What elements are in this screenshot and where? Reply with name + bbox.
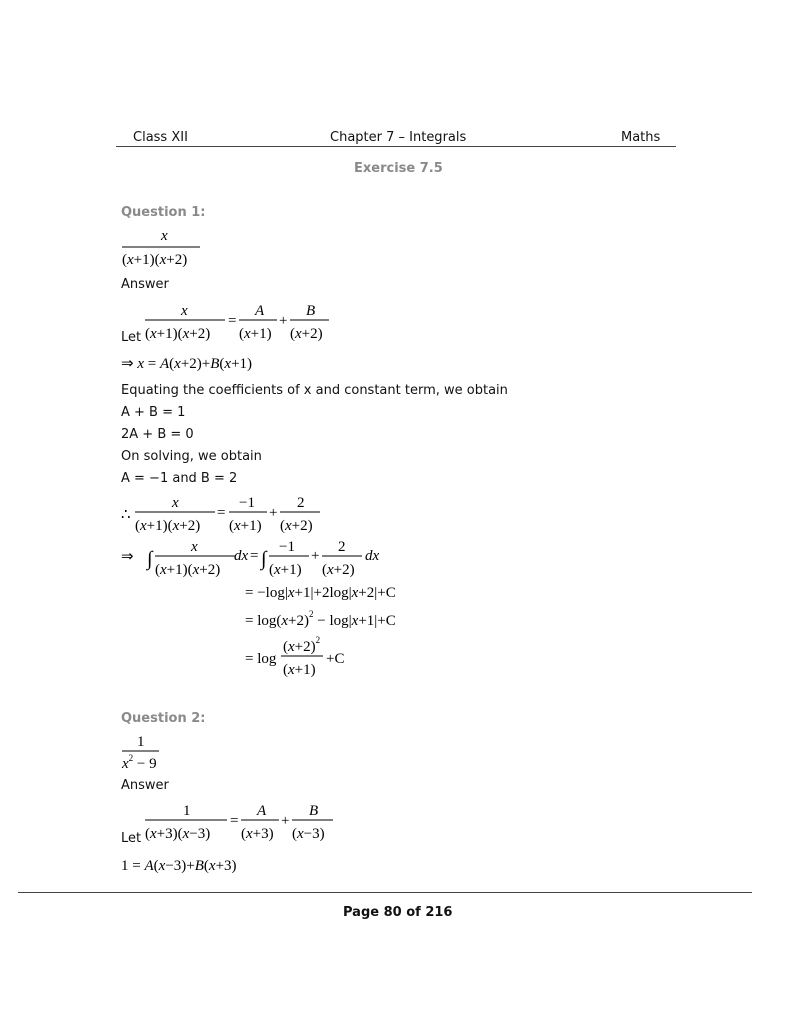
footer-rule	[18, 892, 752, 893]
svg-text:A: A	[257, 803, 267, 819]
svg-text:=: =	[250, 548, 259, 564]
header-subject: Maths	[621, 130, 661, 145]
equation-1: A + B = 1	[121, 405, 186, 420]
svg-text:dx: dx	[234, 548, 249, 564]
svg-text:+: +	[311, 548, 320, 564]
svg-text:(x+2): (x+2)	[290, 326, 323, 342]
svg-text:(x+1): (x+1)	[283, 662, 316, 678]
svg-text:x: x	[181, 303, 188, 319]
svg-text:(x+2)2: $(x+2)^2$	[283, 635, 321, 655]
question-1-expression	[118, 226, 218, 270]
svg-text:+: +	[281, 813, 290, 829]
svg-text:+C: +C	[326, 651, 345, 667]
svg-text:(x+1): (x+1)	[239, 326, 272, 342]
header-rule	[116, 146, 676, 147]
question-2-answer-label: Answer	[121, 778, 169, 793]
svg-text:(x+3)(x−3): (x+3)(x−3)	[145, 826, 211, 842]
step-identity	[119, 350, 319, 376]
result-line-1	[243, 580, 463, 604]
header-class: Class XII	[133, 130, 188, 145]
svg-text:∫: ∫	[261, 548, 267, 570]
on-solving-text: On solving, we obtain	[121, 449, 262, 464]
question-2-let: Let	[121, 831, 142, 846]
svg-text:= log: = log	[245, 651, 277, 667]
svg-text:(x+1)(x+2): (x+1)(x+2)	[135, 518, 201, 534]
question-1-label: Question 1:	[121, 205, 206, 220]
svg-text:= log(x+2)2 − log|x+1|+C: = $\log(x+2)^2 - \log|x+1|+C$	[245, 609, 396, 629]
svg-text:1: 1	[183, 803, 191, 819]
svg-text:x: x	[161, 228, 168, 244]
svg-text:(x+1): (x+1)	[269, 562, 302, 578]
svg-text:⇒: ⇒	[121, 549, 134, 565]
svg-text:−1: −1	[239, 495, 255, 511]
question-1-let: Let	[121, 330, 142, 345]
svg-text:(x+2): (x+2)	[280, 518, 313, 534]
question-2-identity	[119, 852, 319, 878]
svg-text:A: A	[255, 303, 265, 319]
question-2-expression	[119, 731, 179, 773]
svg-text:(x+2): (x+2)	[322, 562, 355, 578]
svg-text:x: x	[172, 495, 179, 511]
result-line-2	[243, 605, 463, 631]
svg-text:x2 − 9: $x^2 - 9$	[122, 753, 157, 772]
svg-text:⇒ x = A(x+2)+B(x+1): ⇒ x = A(x+2)+B(x+1)	[121, 356, 253, 372]
svg-text:(x+1)(x+2): (x+1)(x+2)	[145, 326, 211, 342]
therefore-step	[119, 492, 339, 536]
svg-text:B: B	[309, 803, 319, 819]
svg-text:B: B	[306, 303, 316, 319]
svg-text:(x+1): (x+1)	[229, 518, 262, 534]
integral-step	[119, 535, 399, 583]
result-line-3	[243, 634, 383, 682]
question-1-answer-label: Answer	[121, 277, 169, 292]
equation-2: 2A + B = 0	[121, 427, 194, 442]
svg-text:dx: dx	[365, 548, 380, 564]
svg-text:2: 2	[297, 495, 305, 511]
svg-text:=: =	[230, 813, 239, 829]
partial-fraction-setup	[143, 300, 343, 344]
svg-text:(x−3): (x−3)	[292, 826, 325, 842]
svg-text:(x+1)(x+2): (x+1)(x+2)	[155, 562, 221, 578]
exercise-title: Exercise 7.5	[354, 161, 443, 176]
svg-text:(x+3): (x+3)	[241, 826, 274, 842]
page-number: Page 80 of 216	[343, 905, 453, 920]
svg-text:= −log|x+1|+2log|x+2|+C: = −log|x+1|+2log|x+2|+C	[245, 585, 396, 601]
svg-text:=: =	[228, 313, 237, 329]
svg-text:+: +	[269, 505, 278, 521]
svg-text:1 = A(x−3)+B(x+3): 1 = A(x−3)+B(x+3)	[121, 858, 237, 874]
svg-text:=: =	[217, 505, 226, 521]
svg-text:1: 1	[137, 734, 145, 750]
svg-text:+: +	[279, 313, 288, 329]
svg-text:−1: −1	[279, 539, 295, 555]
svg-text:∫: ∫	[147, 548, 153, 570]
equating-text: Equating the coefficients of x and constant term, we obtain	[121, 383, 508, 398]
solution-values: A = −1 and B = 2	[121, 471, 238, 486]
question-2-label: Question 2:	[121, 711, 206, 726]
svg-text:∴: ∴	[121, 507, 131, 523]
svg-text:(x+1)(x+2): (x+1)(x+2)	[122, 252, 188, 268]
question-2-partial-fraction-setup	[143, 800, 343, 844]
svg-text:2: 2	[338, 539, 346, 555]
svg-text:x: x	[191, 539, 198, 555]
header-chapter: Chapter 7 – Integrals	[330, 130, 467, 145]
